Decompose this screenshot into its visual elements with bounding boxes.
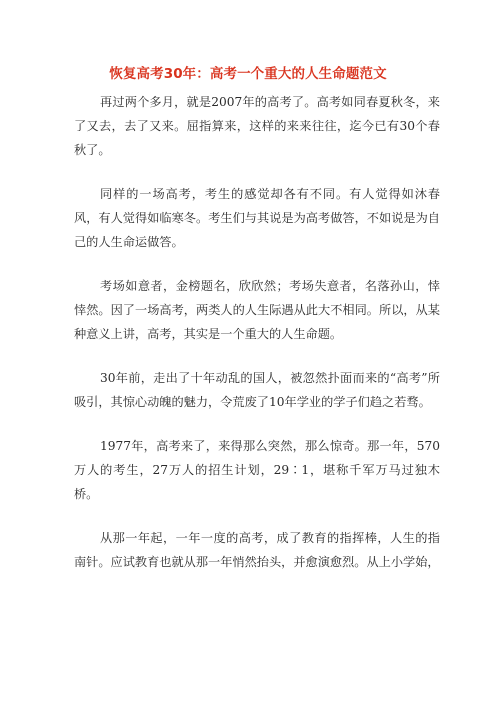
paragraph: 1977年，高考来了，来得那么突然，那么惊奇。那一年，570万人的考生，27万人的招生计划，29∶1，堪称千军万马过独木桥。 bbox=[74, 439, 440, 501]
document-body bbox=[74, 90, 440, 574]
paragraph: 同样的一场高考，考生的感觉却各有不同。有人觉得如沐春风，有人觉得如临寒冬。考生们与其说是为高考做答，不如说是为自己的人生命运做答。 bbox=[74, 187, 440, 249]
paragraph: 从那一年起，一年一度的高考，成了教育的指挥棒，人生的指南针。应试教育也就从那一年悄然抬头，并愈演愈烈。从上小学始， bbox=[74, 531, 440, 569]
document-title: 恢复高考30年：高考一个重大的人生命题范文 bbox=[109, 66, 387, 82]
paragraph: 考场如意者，金榜题名，欣欣然；考场失意者，名落孙山，悻悻然。因了一场高考，两类人的人生际遇从此大不相同。所以，从某种意义上讲，高考，其实是一个重大的人生命题。 bbox=[74, 279, 440, 341]
paragraph: 30年前，走出了十年动乱的国人，被忽然扑面而来的“高考”所吸引，其惊心动魄的魅力，令荒废了10年学业的学子们趋之若骛。 bbox=[74, 371, 440, 409]
paragraph: 再过两个多月，就是2007年的高考了。高考如同春夏秋冬，来了又去，去了又来。屈指算来，这样的来来往往，迄今已有30个春秋了。 bbox=[74, 95, 440, 157]
